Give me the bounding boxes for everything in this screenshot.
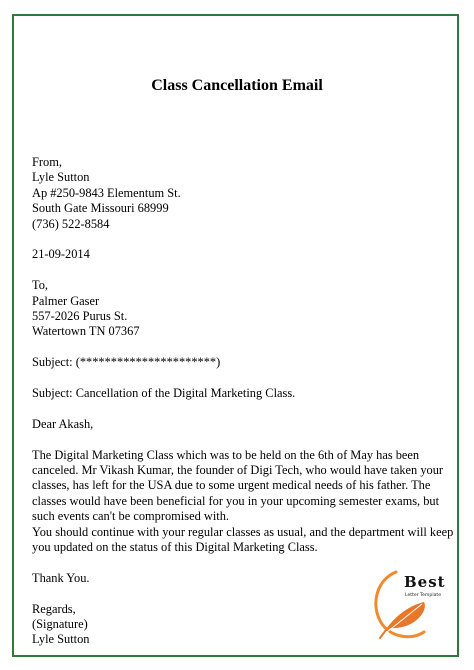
recipient-name: Palmer Gaser <box>32 293 100 308</box>
closing-line: Regards, <box>32 601 76 616</box>
to-label: To, <box>32 278 48 293</box>
thanks-line: Thank You. <box>32 570 90 585</box>
signer-name: Lyle Sutton <box>32 632 90 647</box>
document-title: Class Cancellation Email <box>151 77 323 94</box>
paragraph-line: classes would have been beneficial for you in your upcoming semester exams, but <box>32 493 440 508</box>
sender-address-line-1: Ap #250-9843 Elementum St. <box>32 185 181 200</box>
sender-phone: (736) 522-8584 <box>32 216 110 231</box>
salutation: Dear Akash, <box>32 416 94 431</box>
paragraph-line: such events can't be compromised with. <box>32 509 229 524</box>
sender-address-line-2: South Gate Missouri 68999 <box>32 201 169 216</box>
recipient-address-line-2: Watertown TN 07367 <box>32 324 140 339</box>
paragraph-line: The Digital Marketing Class which was to be held on the 6th of May has been <box>32 447 420 462</box>
subject-line: Subject: Cancellation of the Digital Marketing Class. <box>32 386 296 401</box>
best-letter-template-logo <box>366 566 456 642</box>
logo-subtitle-text: Letter Template <box>405 593 442 598</box>
paragraph-line: You should continue with your regular classes as usual, and the department will keep <box>32 524 454 539</box>
paragraph-line: you updated on the status of this Digital Marketing Class. <box>32 540 318 555</box>
signature-line: (Signature) <box>32 617 88 632</box>
paragraph-line: canceled. Mr Vikash Kumar, the founder of Digi Tech, who would have taken your <box>32 463 444 478</box>
logo-brand-text: Best <box>404 573 446 591</box>
subject-placeholder: Subject: (**********************) <box>32 355 221 370</box>
letter-date: 21-09-2014 <box>32 247 90 262</box>
sender-name: Lyle Sutton <box>32 170 90 185</box>
paragraph-line: classes, has left for the USA due to some urgent medical needs of his father. The <box>32 478 431 493</box>
recipient-address-line-1: 557-2026 Purus St. <box>32 309 128 324</box>
from-label: From, <box>32 155 62 169</box>
